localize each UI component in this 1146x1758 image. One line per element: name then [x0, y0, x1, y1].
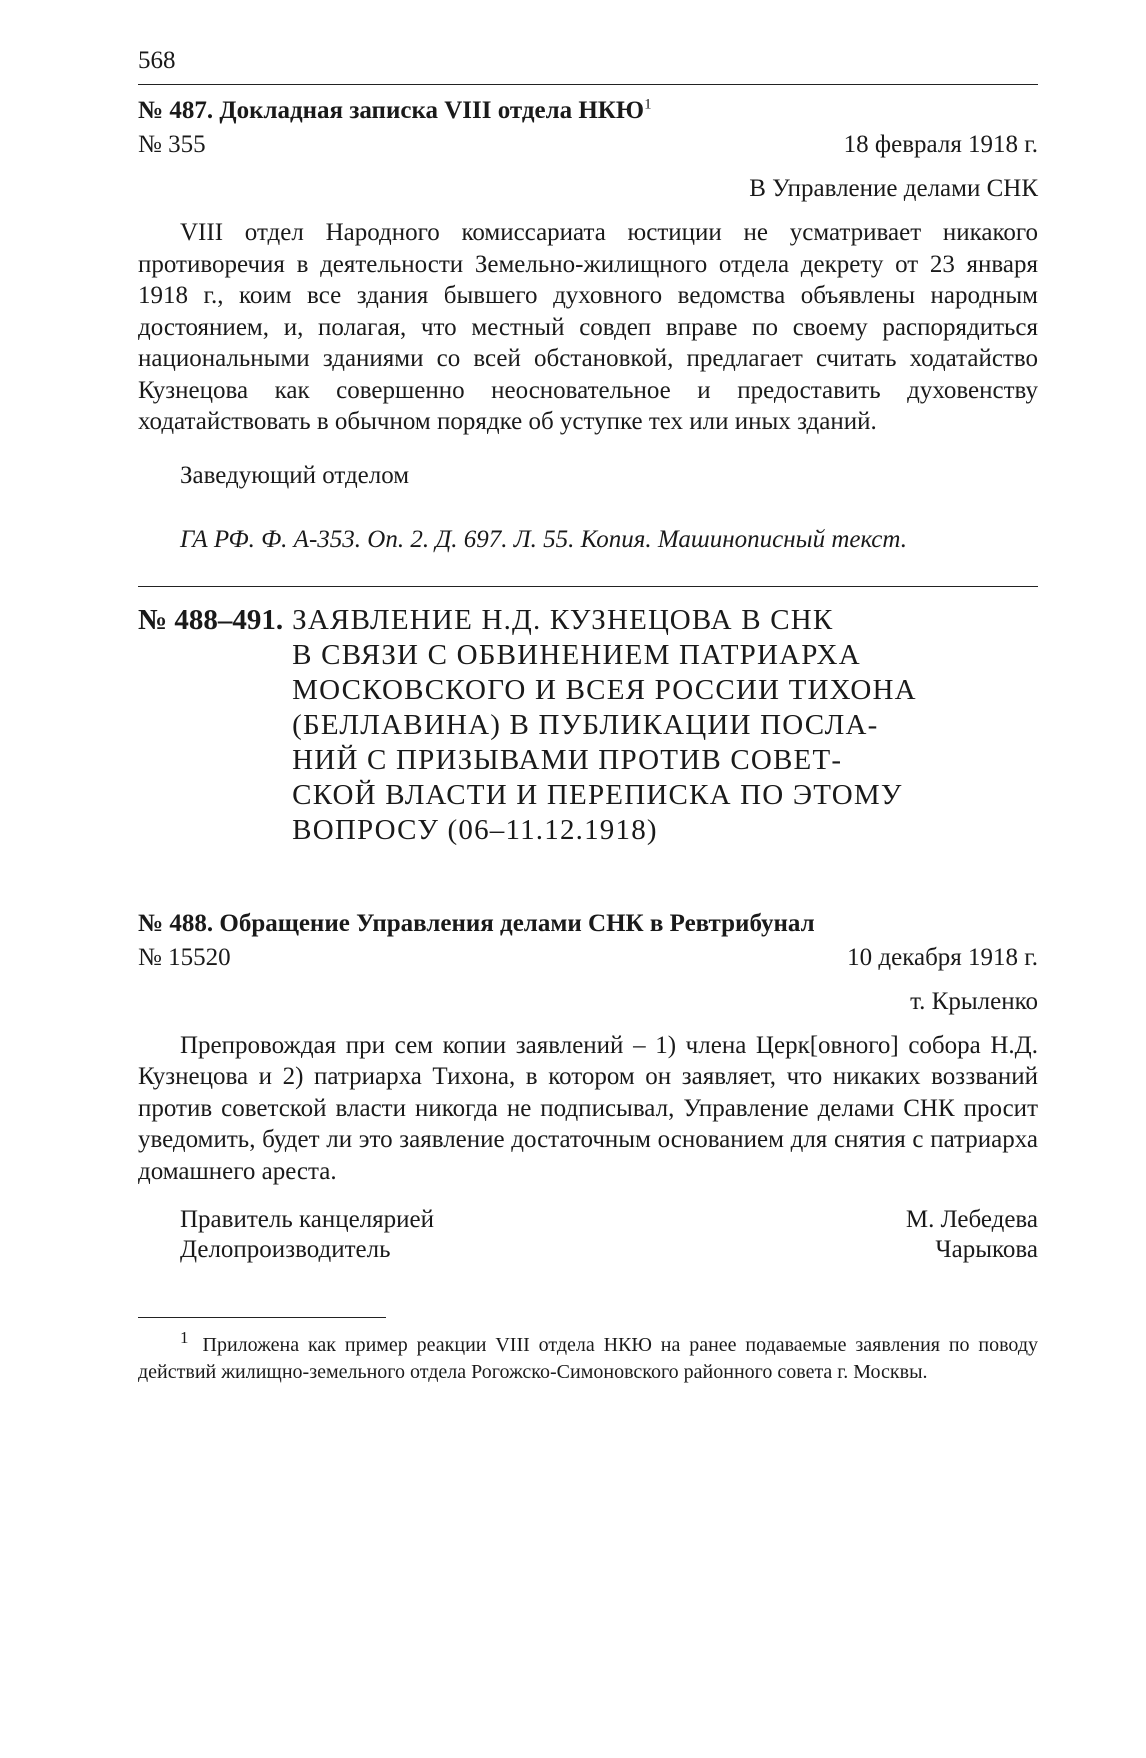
- book-page: [138, 40, 1038, 1406]
- document-487: [138, 95, 1038, 556]
- group-title-line: НИЙ С ПРИЗЫВАМИ ПРОТИВ СОВЕТ-: [292, 743, 843, 776]
- document-487-title: [138, 95, 1038, 127]
- section-rule: [138, 586, 1038, 587]
- document-487-date: 18 февраля 1918 г.: [843, 131, 1038, 158]
- document-488-meta: [138, 942, 1038, 974]
- footnote-mark: 1: [180, 1328, 189, 1348]
- document-487-number: № 355: [138, 131, 206, 158]
- group-title: [283, 603, 1038, 848]
- footnote-text: Приложена как пример реакции VIII отдела НКЮ на ранее подаваемые заявления по поводу действий жилищно-земельного отдела Рогожско-Симоновского районного совета г. Москвы.: [138, 1334, 1038, 1383]
- group-title-line: В СВЯЗИ С ОБВИНЕНИЕМ ПАТРИАРХА: [292, 638, 861, 671]
- signature-position: Правитель канцелярией: [180, 1206, 435, 1233]
- group-title-line: МОСКОВСКОГО И ВСЕЯ РОССИИ ТИХОНА: [292, 673, 917, 706]
- document-488-signatures: [138, 1205, 1038, 1265]
- page-number: 568: [138, 47, 176, 74]
- document-487-addressee: В Управление делами СНК: [749, 175, 1038, 202]
- signature-row: [180, 1235, 1038, 1265]
- document-487-body: VIII отдел Народного комиссариата юстиции не усматривает никакого противоречия в деятельности Земельно-жилищного отдела декрету от 23 января 1918 г., коим все здания бывшего духовного ведомства объявлены народным достоянием, и, полагая, что местный совдеп вправе по своему распорядиться национальными зданиями со всей обстановкой, предлагает считать ходатайство Кузнецова как совершенно неосновательное и предоставить духовенству ходатайствовать в обычном порядке об уступке тех или иных зданий.: [138, 219, 1038, 435]
- signature-name: М. Лебедева: [905, 1206, 1038, 1233]
- document-487-meta: [138, 129, 1038, 161]
- header-rule: [138, 84, 1038, 85]
- document-488-body: Препровождая при сем копии заявлений – 1) члена Церк[овного] собора Н.Д. Кузнецова и 2) патриарха Тихона, в котором он заявляет, что никаких воззваний против советской власти никогда не подписывал, Управление делами СНК просит уведомить, будет ли это заявление достаточным основанием для снятия с патриарха домашнего ареста.: [138, 1031, 1038, 1185]
- document-488-number: № 15520: [138, 943, 231, 971]
- signature-position: Делопроизводитель: [180, 1236, 391, 1263]
- group-number: № 488–491.: [138, 603, 284, 636]
- document-488-title: № 488. Обращение Управления делами СНК в Ревтрибунал: [138, 909, 815, 937]
- footnote-reference: 1: [644, 96, 652, 113]
- group-title-line: СКОЙ ВЛАСТИ И ПЕРЕПИСКА ПО ЭТОМУ: [292, 778, 903, 811]
- group-title-line: ЗАЯВЛЕНИЕ Н.Д. КУЗНЕЦОВА В СНК: [292, 603, 834, 636]
- document-487-signature: Заведующий отделом: [180, 461, 410, 489]
- footnote: [138, 1328, 1038, 1386]
- document-487-source: ГА РФ. Ф. А-353. Оп. 2. Д. 697. Л. 55. Копия. Машинописный текст.: [180, 525, 907, 553]
- group-title-line: (БЕЛЛАВИНА) В ПУБЛИКАЦИИ ПОСЛА-: [292, 708, 879, 741]
- document-488: [138, 908, 1038, 1266]
- signature-row: [180, 1205, 1038, 1235]
- document-487-title-text: № 487. Докладная записка VIII отдела НКЮ: [138, 97, 645, 124]
- document-488-date: 10 декабря 1918 г.: [847, 943, 1038, 971]
- footnote-rule: [138, 1317, 386, 1318]
- signature-name: Чарыкова: [935, 1236, 1038, 1263]
- document-488-addressee: т. Крыленко: [910, 987, 1038, 1015]
- document-group-heading: [138, 603, 1038, 848]
- group-title-line: ВОПРОСУ (06–11.12.1918): [292, 813, 658, 846]
